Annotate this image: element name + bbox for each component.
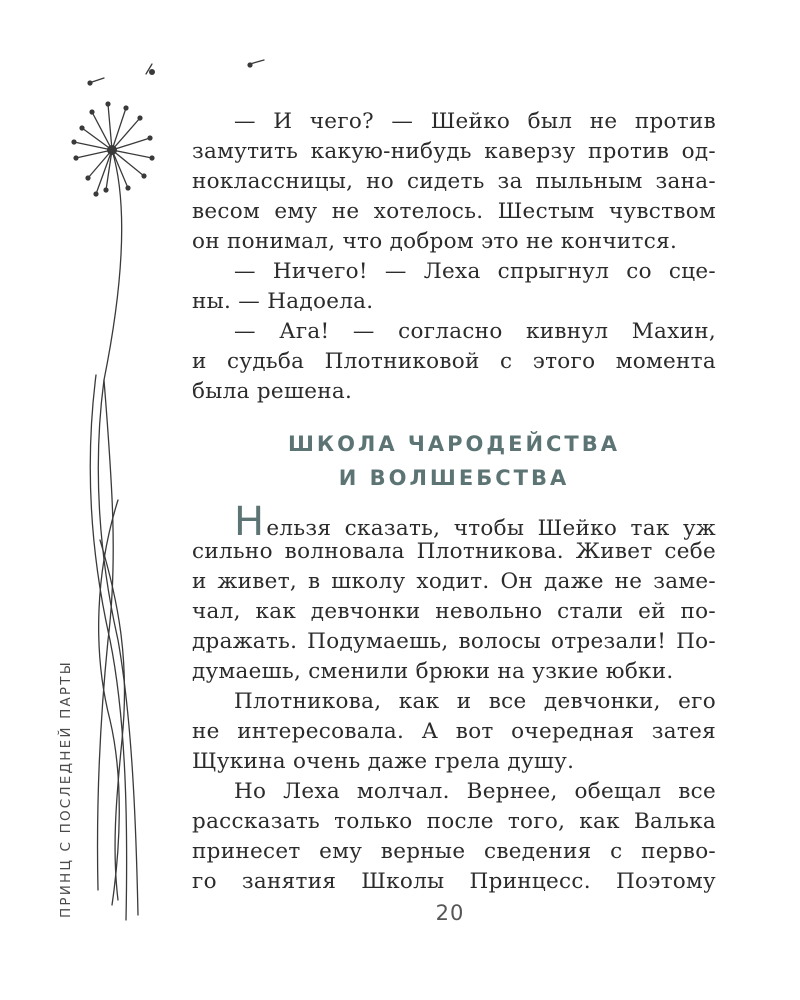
- text-line-with-dropcap: [192, 499, 716, 545]
- text-line: — Ничего! — Леха спрыгнул со сце-: [234, 259, 716, 284]
- text-line: думаешь, сменили брюки на узкие юбки.: [192, 659, 674, 684]
- text-line: и живет, в школу ходит. Он даже не заме-: [192, 569, 716, 594]
- section-heading-line-1: ШКОЛА ЧАРОДЕЙСТВА: [287, 432, 621, 456]
- text-line-rest: ельзя сказать, чтобы Шейко так уж: [266, 516, 716, 541]
- text-line: он понимал, что добром это не кончится.: [192, 229, 678, 254]
- text-line: была решена.: [192, 379, 353, 404]
- text-line: — И чего? — Шейко был не против: [234, 109, 716, 134]
- text-line: не интересовала. А вот очередная затея: [192, 719, 716, 744]
- section-heading-line-2: И ВОЛШЕБСТВА: [338, 466, 570, 490]
- text-block-top: [192, 107, 716, 407]
- text-line: — Ага! — согласно кивнул Махин,: [234, 319, 716, 344]
- text-line: ноклассницы, но сидеть за пыльным зана-: [192, 169, 716, 194]
- text-line: Плотникова, как и все девчонки, его: [234, 689, 716, 714]
- text-line: принесет ему верные сведения с перво-: [192, 839, 716, 864]
- text-line: дражать. Подумаешь, волосы отрезали! По-: [192, 629, 716, 654]
- text-line: рассказать только после того, как Валька: [192, 809, 716, 834]
- running-title: ПРИНЦ С ПОСЛЕДНЕЙ ПАРТЫ: [58, 660, 74, 918]
- drop-cap: Н: [234, 499, 265, 545]
- text-line: го занятия Школы Принцесс. Поэтому: [192, 869, 716, 894]
- text-line: сильно волновала Плотникова. Живет себе: [192, 539, 716, 564]
- text-block-bottom: [192, 499, 716, 897]
- text-line: чал, как девчонки невольно стали ей по-: [192, 599, 716, 624]
- text-line: весом ему не хотелось. Шестым чувством: [192, 199, 716, 224]
- text-line: Но Леха молчал. Вернее, обещал все: [234, 779, 716, 804]
- text-line: ны. — Надоела.: [192, 289, 374, 314]
- text-line: замутить какую-нибудь каверзу против од-: [192, 139, 716, 164]
- page-number: 20: [435, 901, 465, 925]
- text-line: Щукина очень даже грела душу.: [192, 749, 575, 774]
- text-line: и судьба Плотниковой с этого момента: [192, 349, 716, 374]
